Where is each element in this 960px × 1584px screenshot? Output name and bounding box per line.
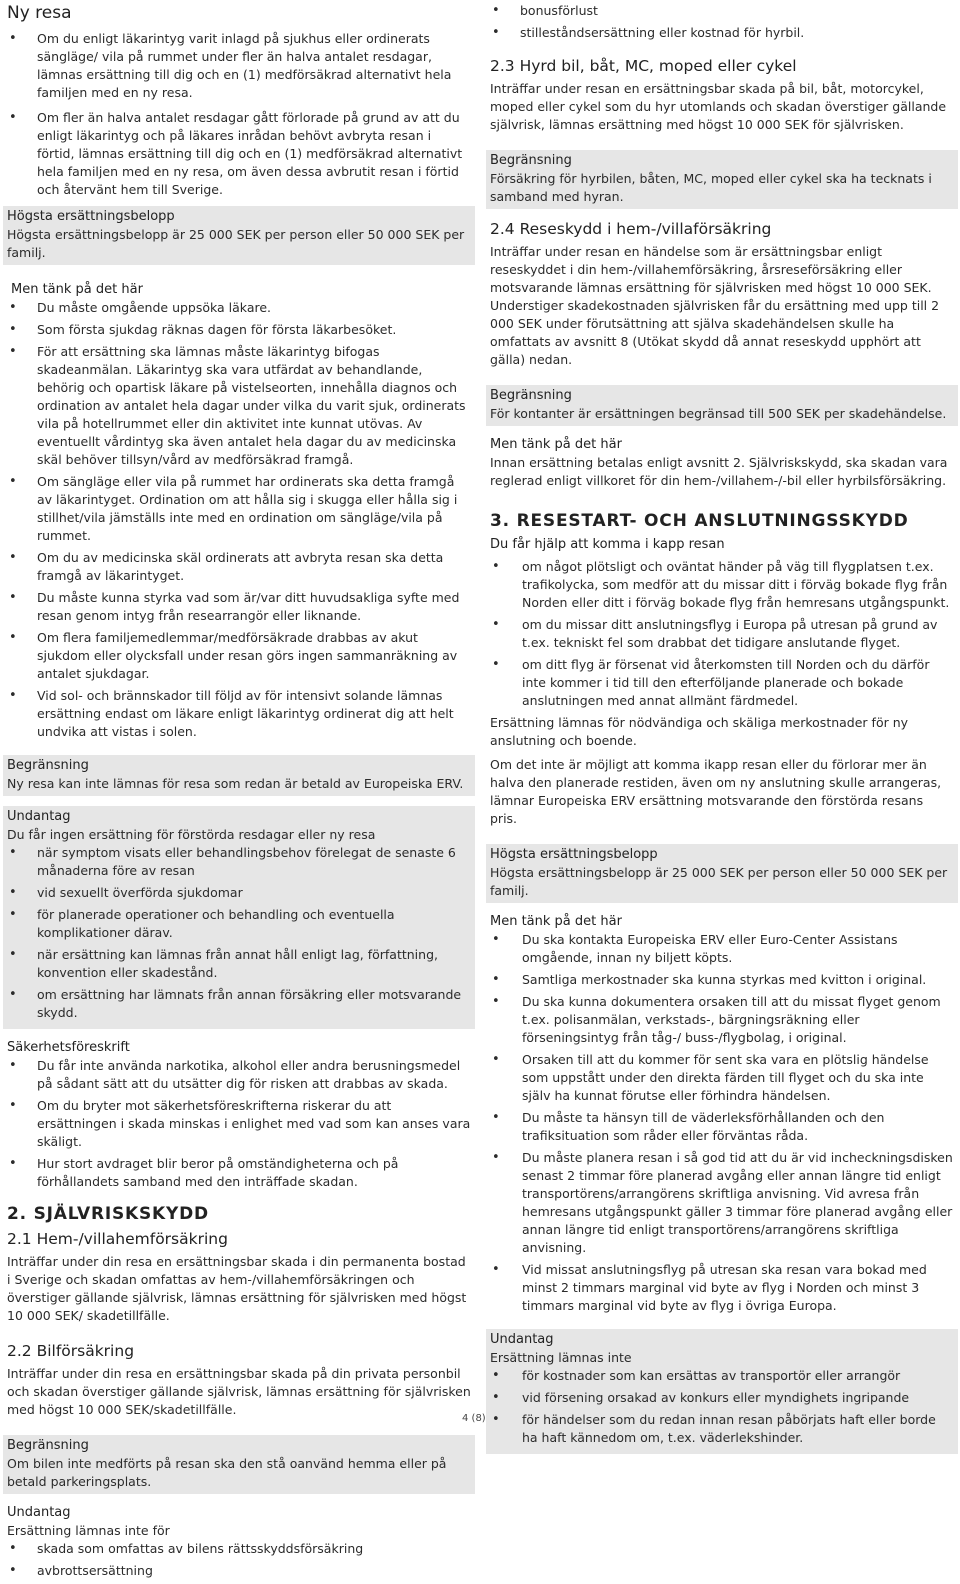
section-heading-2-1: 2.1 Hem-/villahemförsäkring (7, 1230, 228, 1248)
left-column (7, 0, 471, 1584)
max-amount-block (3, 206, 475, 265)
list-item: • avbrottsersättning (7, 1562, 471, 1580)
subheading: Undantag (490, 1332, 554, 1347)
paragraph: Inträffar under resan en händelse som är ersättningsbar enligt reseskyddet i din hem-/villahemförsäkring, årsreseförsäkring eller motsvarande lämnas ersättning för självrisken med högst 10 000 SEK. Understiger skadekostnaden självrisken får du ersättning med upp till 2 000 SEK under förutsättning att själva skadehändelsen skulle ha omfattats av avsnitt 8 (Utökat skydd då annat reseskydd upphört att gälla) nedan. (490, 244, 940, 367)
section-heading-2-3: 2.3 Hyrd bil, båt, MC, moped eller cykel (490, 57, 797, 75)
paragraph: Inträffar under din resa en ersättningsbar skada i din permanenta bostad i Sverige och skadan omfattas av hem-/villahemförsäkringen och överstiger gällande självrisk, lämnas ersättning för självrisken med högst 10 000 SEK/ skadetillfälle. (7, 1254, 467, 1323)
list-item: • om något plötsligt och oväntat händer på väg till flygplatsen t.ex. trafikolycka, som medför att du missar ditt i förväg bokade flyg från Norden eller ditt i förväg bokade flyg från hemresans utgångspunkt. (490, 558, 954, 612)
limitation-block (3, 1435, 475, 1494)
list-item: • Vid sol- och brännskador till följd av för intensivt solande lämnas ersättning endast om läkare enligt läkarintyg ordinerat dig att helt undvika att vistas i solen. (7, 687, 471, 741)
subheading: Men tänk på det här (490, 914, 622, 929)
right-column (490, 0, 954, 1454)
exception-block (3, 806, 475, 1029)
section-heading-2-4: 2.4 Reseskydd i hem-/villaförsäkring (490, 220, 772, 238)
list-item: • Du måste omgående uppsöka läkare. (7, 299, 471, 317)
list-item: • för planerade operationer och behandling och eventuella komplikationer därav. (7, 906, 471, 942)
paragraph: För kontanter är ersättningen begränsad till 500 SEK per skadehändelse. (490, 406, 947, 421)
paragraph: Inträffar under resan en ersättningsbar skada på bil, båt, motorcykel, moped eller cykel som du hyr utomlands och skadan överstiger gällande självrisk, lämnas ersättning med högst 10 000 SEK för självrisken. (490, 81, 947, 132)
exception-list (7, 844, 471, 1022)
subheading: Begränsning (7, 758, 89, 773)
max-amount-block (486, 844, 958, 903)
subheading: Begränsning (490, 153, 572, 168)
safety-list (7, 1057, 471, 1191)
paragraph: Du får ingen ersättning för förstörda resdagar eller ny resa (7, 827, 376, 842)
list-item: • Om flera familjemedlemmar/medförsäkrade drabbas av akut sjukdom eller olycksfall under resan görs ingen sammanräkning av antalet sjukdagar. (7, 629, 471, 683)
list-item: • vid försening orsakad av konkurs eller myndighets ingripande (490, 1389, 954, 1407)
paragraph: Inträffar under din resa en ersättningsbar skada på din privata personbil och skadan överstiger gällande självrisk, lämnas ersättning för självrisken med högst 10 000 SEK/skadetillfälle. (7, 1366, 471, 1417)
list-item: • Du måste ta hänsyn till de väderleksförhållanden och den trafiksituation som råder eller förväntas råda. (490, 1109, 954, 1145)
list-item: • för händelser som du redan innan resan påbörjats haft eller borde ha haft kännedom om, t.ex. väderlekshinder. (490, 1411, 954, 1447)
top-list (490, 2, 954, 42)
list-item: • Du ska kontakta Europeiska ERV eller Euro-Center Assistans omgående, innan ny biljett köpts. (490, 931, 954, 967)
think-list (490, 931, 954, 1315)
list-item: • för kostnader som kan ersättas av transportör eller arrangör (490, 1367, 954, 1385)
section-heading-3: 3. RESESTART- OCH ANSLUTNINGSSKYDD (490, 511, 909, 531)
exception-block (486, 1329, 958, 1454)
paragraph: Om bilen inte medförts på resan ska den stå oanvänd hemma eller på betald parkeringsplats. (7, 1456, 447, 1489)
list-item: • stilleståndsersättning eller kostnad för hyrbil. (490, 24, 954, 42)
list-item: • Som första sjukdag räknas dagen för första läkarbesöket. (7, 321, 471, 339)
think-list (7, 299, 471, 741)
subheading: Begränsning (7, 1438, 89, 1453)
list-item: • Du ska kunna dokumentera orsaken till att du missat flyget genom t.ex. polisanmälan, verkstads-, bärgningsräkning eller förseningsintyg från tåg-/ buss-/flygbolag, i original. (490, 993, 954, 1047)
resestart-list (490, 558, 954, 710)
list-item: • om du missar ditt anslutningsflyg i Europa på utresan på grund av t.ex. tekniskt fel som drabbat det tidigare anslutande flyget. (490, 616, 954, 652)
list-item: • Du får inte använda narkotika, alkohol eller andra berusningsmedel på sådant sätt att du utsätter dig för risken att drabbas av skada. (7, 1057, 471, 1093)
list-item: • Du måste kunna styrka vad som är/var ditt huvudsakliga syfte med resan genom intyg från researrangör eller liknande. (7, 589, 471, 625)
subheading: Säkerhetsföreskrift (7, 1040, 130, 1055)
list-item: • bonusförlust (490, 2, 954, 20)
paragraph: Högsta ersättningsbelopp är 25 000 SEK per person eller 50 000 SEK per familj. (7, 227, 465, 260)
list-item: • Om du bryter mot säkerhetsföreskrifterna riskerar du att ersättningen i skada minskas i enlighet med vad som kan anses vara skäligt. (7, 1097, 471, 1151)
list-item: • Orsaken till att du kommer för sent ska vara en plötslig händelse som uppstått under den direkta färden till flyget och du ska inte själv ha kunnat förutse eller förhindra händelsen. (490, 1051, 954, 1105)
list-item: • när symptom visats eller behandlingsbehov förelegat de senaste 6 månaderna före av resan (7, 844, 471, 880)
paragraph: Försäkring för hyrbilen, båten, MC, moped eller cykel ska ha tecknats i samband med hyran. (490, 171, 932, 204)
section-heading-2-2: 2.2 Bilförsäkring (7, 1342, 135, 1360)
subheading: Men tänk på det här (490, 437, 622, 452)
list-item: • skada som omfattas av bilens rättsskyddsförsäkring (7, 1540, 471, 1558)
subheading: Du får hjälp att komma i kapp resan (490, 537, 725, 552)
list-item: • när ersättning kan lämnas från annat håll enligt lag, författning, konvention eller skadestånd. (7, 946, 471, 982)
paragraph: Ersättning lämnas för nödvändiga och skäliga merkostnader för ny anslutning och boende. (490, 715, 909, 748)
subheading: Högsta ersättningsbelopp (7, 209, 175, 224)
subheading: Undantag (7, 809, 71, 824)
limitation-block (3, 755, 475, 796)
subheading: Undantag (7, 1505, 71, 1520)
limitation-block (486, 385, 958, 426)
subheading: Men tänk på det här (11, 282, 143, 297)
limitation-block (486, 150, 958, 209)
list-item: • om ersättning har lämnats från annan försäkring eller motsvarande skydd. (7, 986, 471, 1022)
paragraph: Om det inte är möjligt att komma ikapp resan eller du förlorar mer än halva den planerade restiden, även om ny anslutning skulle arrangeras, lämnar Europeiska ERV ersättning motsvarande den förstörda resans pris. (490, 757, 942, 826)
subheading: Högsta ersättningsbelopp (490, 847, 658, 862)
list-item: • Om fler än halva antalet resdagar gått förlorade på grund av att du enligt läkarintyg och på läkares inrådan behövt avbryta resan i förtid, lämnas ersättning till dig och en (1) medförsäkrad alternativt hela familjen med en ny resa, om även dessa avbrutit resan i förtid och återvänt hem till Sverige. (7, 109, 471, 199)
list-item: • Samtliga merkostnader ska kunna styrkas med kvitton i original. (490, 971, 954, 989)
list-item: • Om sängläge eller vila på rummet har ordinerats ska detta framgå av läkarintyget. Ordination om att hålla sig i skugga eller hålla sig i stillhet/vila jämställs inte med en ordination om sängläge/vila på rummet. (7, 473, 471, 545)
paragraph: Ersättning lämnas inte för (7, 1523, 170, 1538)
page-number: 4 (8) (462, 1413, 486, 1424)
list-item: • För att ersättning ska lämnas måste läkarintyg bifogas skadeanmälan. Läkarintyg ska vara utfärdat av behandlande, behörig och opartisk läkare på vistelseorten, innehålla diagnos och ordination av antalet hela dagar under vilka du varit sjuk, ordinerats vila på hotellrummet eller din aktivitet inte kunnat utövas. Av eventuellt vårdintyg ska även antalet hela dagar du av medicinska skäl behöver tillsyn/vård av medförsäkrad framgå. (7, 343, 471, 469)
list-item: • Vid missat anslutningsflyg på utresan ska resan vara bokad med minst 2 timmars marginal vid byte av flyg i Norden och minst 3 timmars marginal vid byte av flyg i övriga Europa. (490, 1261, 954, 1315)
list-item: • vid sexuellt överförda sjukdomar (7, 884, 471, 902)
paragraph: Ny resa kan inte lämnas för resa som redan är betald av Europeiska ERV. (7, 776, 464, 791)
paragraph: Högsta ersättningsbelopp är 25 000 SEK per person eller 50 000 SEK per familj. (490, 865, 948, 898)
list-item: • Om du av medicinska skäl ordinerats att avbryta resan ska detta framgå av läkarintyget. (7, 549, 471, 585)
list-item: • Hur stort avdraget blir beror på omständigheterna och på förhållandets samband med den inträffade skadan. (7, 1155, 471, 1191)
list-item: • Om du enligt läkarintyg varit inlagd på sjukhus eller ordinerats sängläge/ vila på rummet under fler än halva antalet resdagar, lämnas ersättning till dig och en (1) medförsäkrad alternativt hela familjen med en ny resa. (7, 30, 471, 102)
exception-list (7, 1540, 471, 1580)
paragraph: Ersättning lämnas inte (490, 1350, 632, 1365)
section-heading-2: 2. SJÄLVRISKSKYDD (7, 1204, 209, 1224)
exception-list (490, 1367, 954, 1447)
list-item: • Du måste planera resan i så god tid att du är vid incheckningsdisken senast 2 timmar före planerad avgång eller annan längre tid enligt transportörens/arrangörens skriftliga anvisning. Vid avresa från hemresans utgångspunkt gäller 3 timmar före planerad avgång eller annan längre tid enligt transportörens/arrangörens skriftliga anvisning. (490, 1149, 954, 1257)
ny-resa-list (7, 30, 471, 199)
list-item: • om ditt flyg är försenat vid återkomsten till Norden och du därför inte kommer i tid till den efterföljande planerade och bokade anslutningen med annat allmänt färdmedel. (490, 656, 954, 710)
subheading: Begränsning (490, 388, 572, 403)
paragraph: Innan ersättning betalas enligt avsnitt 2. Självriskskydd, ska skadan vara reglerad enligt villkoret för din hem-/villahem-/-bil eller hyrbilsförsäkring. (490, 455, 948, 488)
section-title-ny-resa: Ny resa (7, 3, 72, 23)
